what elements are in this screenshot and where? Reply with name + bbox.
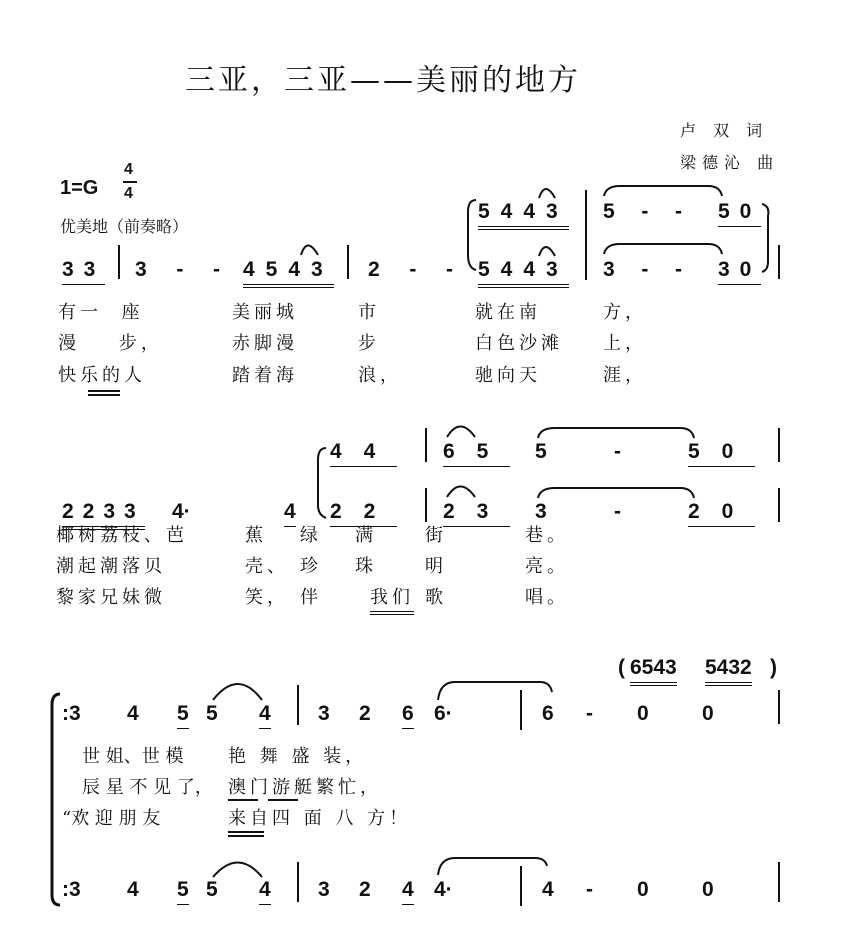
lyric: 满 xyxy=(355,525,377,546)
note: 6 xyxy=(542,702,554,725)
lyric-underline xyxy=(228,832,264,836)
note: 4 xyxy=(259,702,271,729)
note: :3 xyxy=(62,702,81,725)
lyric: 赤脚漫 xyxy=(232,333,298,354)
note: - xyxy=(614,500,621,523)
note-group: 3 - - xyxy=(135,258,227,281)
lyric: 珍 xyxy=(300,556,322,577)
note: 3 xyxy=(535,500,547,523)
lyric: 明 xyxy=(425,556,447,577)
lyric: 浪， xyxy=(358,365,402,386)
slur xyxy=(447,427,475,438)
slur xyxy=(213,863,262,878)
slur xyxy=(539,247,555,256)
note: 4 xyxy=(259,878,271,905)
brace xyxy=(318,448,326,518)
note: 5 xyxy=(177,878,189,905)
note: - xyxy=(586,702,593,725)
note: 4· xyxy=(434,878,453,901)
lyric: 绿 xyxy=(300,525,322,546)
repeat-bracket xyxy=(52,694,60,905)
slur xyxy=(539,189,555,198)
interlude-paren: ( xyxy=(618,656,625,679)
lyric: 驰向天 xyxy=(475,365,541,386)
lyric: 澳门游艇繁忙， xyxy=(228,777,382,798)
lyric: 笑， xyxy=(245,587,289,608)
lyric: 美丽城 xyxy=(232,302,298,323)
lyric: 方， xyxy=(603,302,647,323)
lyric: 潮起潮落贝 xyxy=(56,556,166,577)
note: 5 xyxy=(535,440,547,463)
tie xyxy=(538,488,694,498)
lyric: 蕉 xyxy=(245,525,267,546)
key-signature: 1=G xyxy=(60,177,99,199)
note: 4 xyxy=(284,500,296,527)
lyric: 白色沙滩 xyxy=(475,333,563,354)
tie xyxy=(604,244,722,254)
song-title: 三亚，三亚——美丽的地方 xyxy=(185,63,581,98)
note-group-lower: 5443 xyxy=(478,258,569,288)
note: 5 xyxy=(177,702,189,729)
slur xyxy=(447,487,475,498)
lyric-underline xyxy=(88,391,120,395)
lyric: 街 xyxy=(425,525,447,546)
note-group-upper: 50 xyxy=(688,440,755,467)
interlude-paren: ) xyxy=(770,656,777,679)
lyricist: 卢 双 词 xyxy=(680,121,769,140)
lyric: 唱。 xyxy=(525,587,569,608)
lyric: “欢 迎 朋 友 xyxy=(62,808,161,829)
lyric: 壳、 xyxy=(245,556,289,577)
note: :3 xyxy=(62,878,81,901)
lyric: 巷。 xyxy=(525,525,569,546)
note-group: 2 - - xyxy=(368,258,460,281)
note: 5 xyxy=(206,702,218,725)
note-group: 4543 xyxy=(243,258,334,288)
note: 5 xyxy=(206,878,218,901)
slur xyxy=(213,684,262,700)
tie xyxy=(438,682,552,700)
note-group-lower: 20 xyxy=(688,500,755,527)
tie xyxy=(438,858,547,875)
note: 4 xyxy=(127,702,139,725)
note-group: 33 xyxy=(62,258,105,285)
lyric: 踏着海 xyxy=(232,365,298,386)
note: 3 xyxy=(318,702,330,725)
note-group-lower: 23 xyxy=(443,500,510,527)
tie xyxy=(538,428,694,438)
note: 6 xyxy=(402,702,414,729)
time-numerator: 4 xyxy=(124,161,133,178)
note: - xyxy=(614,440,621,463)
note: 0 xyxy=(637,878,649,901)
lyric: 艳 舞 盛 装， xyxy=(228,746,368,767)
note: - xyxy=(586,878,593,901)
note-group-upper: 65 xyxy=(443,440,510,467)
note-group-lower: 22 xyxy=(330,500,397,527)
note-group: 2233 xyxy=(62,500,145,530)
lyric: 珠 xyxy=(355,556,377,577)
note-group-upper: 44 xyxy=(330,440,397,467)
lyric: 市 xyxy=(358,302,380,323)
note-group-upper: 50 xyxy=(718,200,761,227)
time-denominator: 4 xyxy=(124,185,133,202)
lyric: 世 姐、世 模 xyxy=(82,746,184,767)
note: 3 xyxy=(318,878,330,901)
lyric: 漫 步， xyxy=(58,333,163,354)
lyric: 上， xyxy=(603,333,647,354)
lyric: 我们 xyxy=(370,587,414,615)
note: 2 xyxy=(359,878,371,901)
note: 4 xyxy=(402,878,414,905)
note: 4 xyxy=(542,878,554,901)
bracket-right xyxy=(762,204,768,272)
lyric: 有一 座 xyxy=(58,302,144,323)
lyric: 快乐的人 xyxy=(58,365,146,386)
note-group: 4· xyxy=(172,500,191,523)
tie xyxy=(604,186,722,196)
tempo-marking: 优美地（前奏略） xyxy=(60,217,189,236)
lyric: 就在南 xyxy=(475,302,541,323)
lyric: 步 xyxy=(358,333,380,354)
lyric: 黎家兄妹微 xyxy=(56,587,166,608)
slur xyxy=(301,246,318,256)
brace xyxy=(468,200,476,270)
interlude-notes: 5432 xyxy=(705,656,752,686)
note-group-lower: 3 - - xyxy=(603,258,688,281)
note-group-upper: 5443 xyxy=(478,200,569,230)
lyric: 歌 xyxy=(425,587,447,608)
lyric: 涯， xyxy=(603,365,647,386)
interlude-notes: 6543 xyxy=(630,656,677,686)
lyric: 亮。 xyxy=(525,556,569,577)
lyric: 来自四 面 八 方！ xyxy=(228,808,412,829)
lyric: 辰 星 不 见 了， xyxy=(82,777,213,798)
note: 4 xyxy=(127,878,139,901)
note: 0 xyxy=(637,702,649,725)
lyric: 椰树荔枝、芭 xyxy=(56,525,188,546)
note: 0 xyxy=(702,702,714,725)
note-group-upper: 5 - - xyxy=(603,200,688,223)
lyric: 伴 xyxy=(300,587,322,608)
note: 6· xyxy=(434,702,453,725)
note-group-lower: 30 xyxy=(718,258,761,285)
composer: 梁德沁 曲 xyxy=(680,153,780,172)
note: 0 xyxy=(702,878,714,901)
note: 2 xyxy=(359,702,371,725)
